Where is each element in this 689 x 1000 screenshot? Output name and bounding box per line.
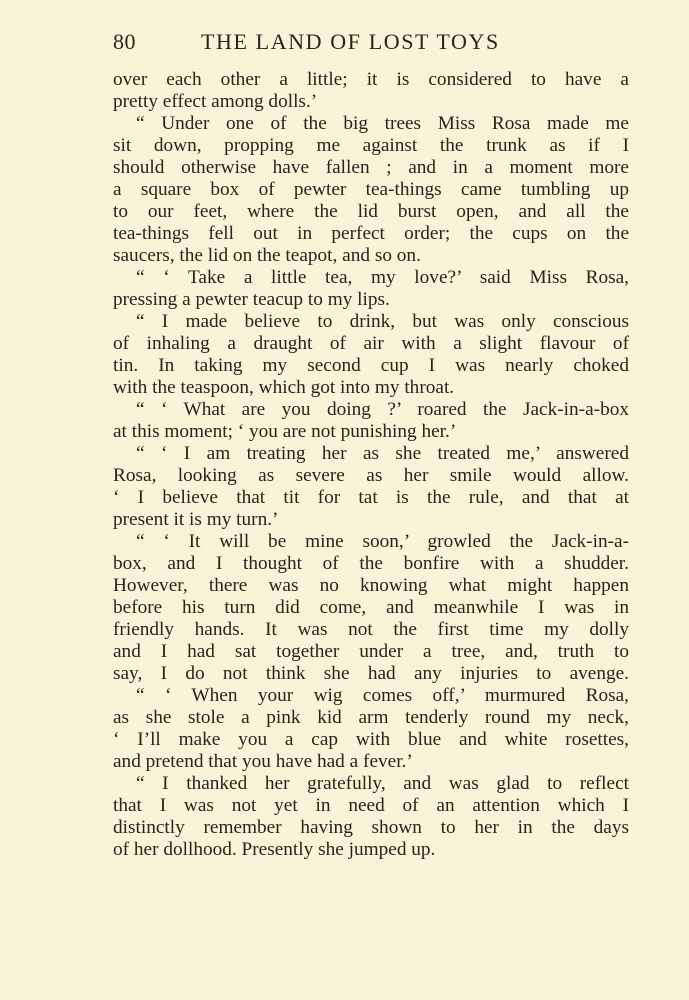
text-line: present it is my turn.’ — [113, 509, 279, 530]
text-line: “ ‘ What are you doing ?’ roared the Jack-in-a-box — [136, 399, 629, 420]
text-line: and pretend that you have had a fever.’ — [113, 751, 413, 772]
text-line: box, and I thought of the bonfire with a shudder. — [113, 553, 629, 574]
text-line: ‘ I believe that tit for tat is the rule, and that at — [113, 487, 629, 508]
text-line: to our feet, where the lid burst open, and all the — [113, 201, 629, 222]
text-line: and I had sat together under a tree, and, truth to — [113, 641, 629, 662]
text-line: of inhaling a draught of air with a slight flavour of — [113, 333, 629, 354]
text-line: “ ‘ I am treating her as she treated me,’ answered — [136, 443, 629, 464]
text-line: However, there was no knowing what might happen — [113, 575, 629, 596]
page-number: 80 — [113, 29, 136, 54]
text-line: that I was not yet in need of an attention which I — [113, 795, 629, 816]
text-line: tin. In taking my second cup I was nearly choked — [113, 355, 629, 376]
text-line: as she stole a pink kid arm tenderly round my neck, — [113, 707, 629, 728]
text-line: “ I thanked her gratefully, and was glad to reflect — [136, 773, 629, 794]
text-line: “ I made believe to drink, but was only conscious — [136, 311, 629, 332]
text-line: ‘ I’ll make you a cap with blue and white rosettes, — [113, 729, 629, 750]
text-line: “ Under one of the big trees Miss Rosa made me — [136, 113, 629, 134]
text-line: sit down, propping me against the trunk as if I — [113, 135, 629, 156]
text-line: at this moment; ‘ you are not punishing her.’ — [113, 421, 457, 442]
text-line: “ ‘ It will be mine soon,’ growled the Jack-in-a- — [136, 531, 629, 552]
text-line: before his turn did come, and meanwhile I was in — [113, 597, 629, 618]
text-line: “ ‘ When your wig comes off,’ murmured Rosa, — [136, 685, 629, 706]
text-line: of her dollhood. Presently she jumped up. — [113, 839, 436, 860]
text-line: should otherwise have fallen ; and in a moment more — [113, 157, 629, 178]
body-text — [113, 69, 629, 861]
text-line: pressing a pewter teacup to my lips. — [113, 289, 390, 310]
text-line: pretty effect among dolls.’ — [113, 91, 318, 112]
text-line: friendly hands. It was not the first time my dolly — [113, 619, 629, 640]
text-line: with the teaspoon, which got into my throat. — [113, 377, 455, 398]
text-line: “ ‘ Take a little tea, my love?’ said Miss Rosa, — [136, 267, 629, 288]
text-line: say, I do not think she had any injuries to avenge. — [113, 663, 629, 684]
text-line: over each other a little; it is considered to have a — [113, 69, 629, 90]
text-line: tea-things fell out in perfect order; the cups on the — [113, 223, 629, 244]
text-line: distinctly remember having shown to her in the days — [113, 817, 629, 838]
text-line: a square box of pewter tea-things came tumbling up — [113, 179, 629, 200]
book-title: THE LAND OF LOST TOYS — [201, 29, 500, 54]
text-line: Rosa, looking as severe as her smile would allow. — [113, 465, 629, 486]
text-line: saucers, the lid on the teapot, and so on. — [113, 245, 421, 266]
running-head — [113, 29, 633, 59]
